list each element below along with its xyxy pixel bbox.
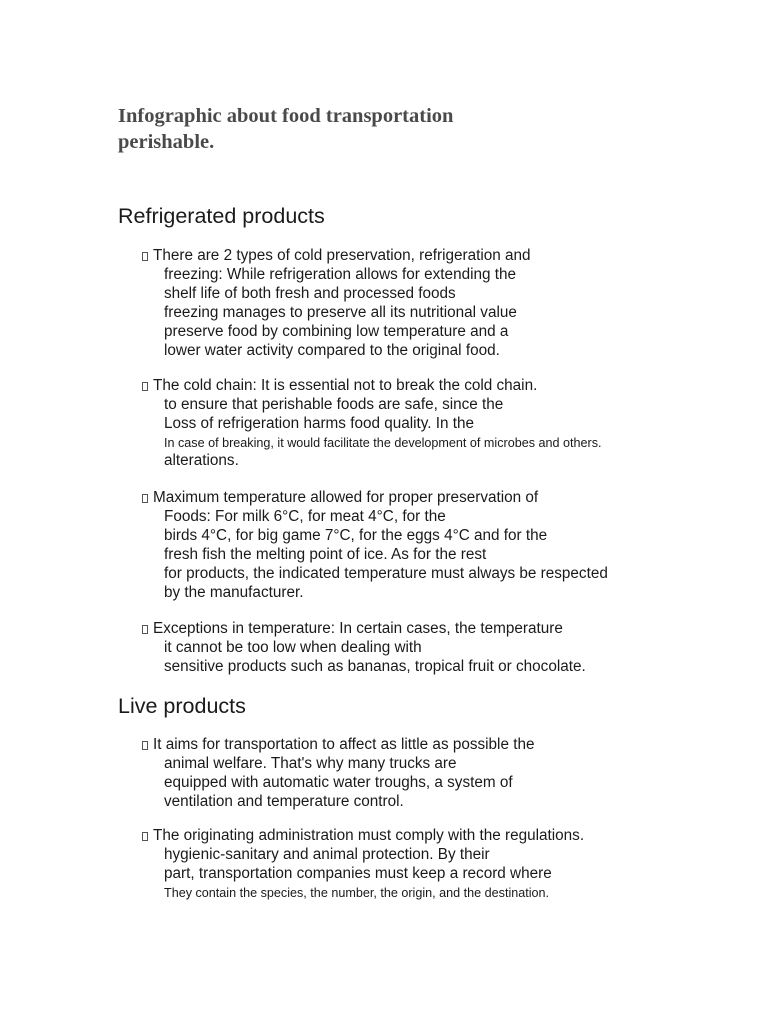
bullet-box-icon <box>142 625 148 634</box>
bullet-line: sensitive products such as bananas, tropical fruit or chocolate. <box>164 657 586 675</box>
bullet-line: alterations. <box>164 451 239 469</box>
title-line: Infographic about food transportation <box>118 105 454 127</box>
bullet-box-icon <box>142 741 148 750</box>
bullet-line: equipped with automatic water troughs, a system of <box>164 773 513 791</box>
bullet-item <box>140 247 700 360</box>
bullet-line: animal welfare. That's why many trucks are <box>164 754 457 772</box>
title-line: perishable. <box>118 131 215 153</box>
bullet-box-icon <box>142 494 148 503</box>
section-heading-refrigerated: Refrigerated products <box>118 204 325 228</box>
bullet-line: by the manufacturer. <box>164 583 304 601</box>
bullet-line: They contain the species, the number, the origin, and the destination. <box>164 885 550 900</box>
bullet-box-icon <box>142 832 148 841</box>
bullet-line: The originating administration must comply with the regulations. <box>153 827 585 844</box>
bullet-line: freezing: While refrigeration allows for extending the <box>164 265 517 283</box>
bullet-line: The cold chain: It is essential not to break the cold chain. <box>153 377 538 394</box>
bullet-item <box>140 377 700 471</box>
bullet-line: There are 2 types of cold preservation, refrigeration and <box>153 247 531 264</box>
bullet-item <box>140 489 700 602</box>
document-title <box>118 103 538 155</box>
bullet-line: hygienic-sanitary and animal protection. By their <box>164 845 490 863</box>
bullet-line: ventilation and temperature control. <box>164 792 404 810</box>
bullet-line: part, transportation companies must keep a record where <box>164 864 552 882</box>
bullet-line: for products, the indicated temperature must always be respected <box>164 564 608 582</box>
bullet-line: shelf life of both fresh and processed foods <box>164 284 456 302</box>
bullet-line: Maximum temperature allowed for proper preservation of <box>153 489 539 506</box>
bullet-line: Foods: For milk 6°C, for meat 4°C, for the <box>164 507 446 525</box>
bullet-line: preserve food by combining low temperature and a <box>164 322 509 340</box>
bullet-line: In case of breaking, it would facilitate the development of microbes and others. <box>164 435 602 450</box>
bullet-box-icon <box>142 252 148 261</box>
bullet-line: birds 4°C, for big game 7°C, for the eggs 4°C and for the <box>164 526 548 544</box>
bullet-item <box>140 827 700 902</box>
bullet-line: it cannot be too low when dealing with <box>164 638 422 656</box>
bullet-box-icon <box>142 382 148 391</box>
bullet-item <box>140 620 700 677</box>
bullet-line: freezing manages to preserve all its nutritional value <box>164 303 517 321</box>
bullet-line: Loss of refrigeration harms food quality. In the <box>164 414 475 432</box>
bullet-line: Exceptions in temperature: In certain cases, the temperature <box>153 620 563 637</box>
bullet-item <box>140 736 700 812</box>
bullet-line: to ensure that perishable foods are safe, since the <box>164 395 504 413</box>
bullet-line: It aims for transportation to affect as little as possible the <box>153 736 535 753</box>
section-heading-live: Live products <box>118 694 246 718</box>
bullet-line: lower water activity compared to the original food. <box>164 341 500 359</box>
bullet-line: fresh fish the melting point of ice. As for the rest <box>164 545 487 563</box>
